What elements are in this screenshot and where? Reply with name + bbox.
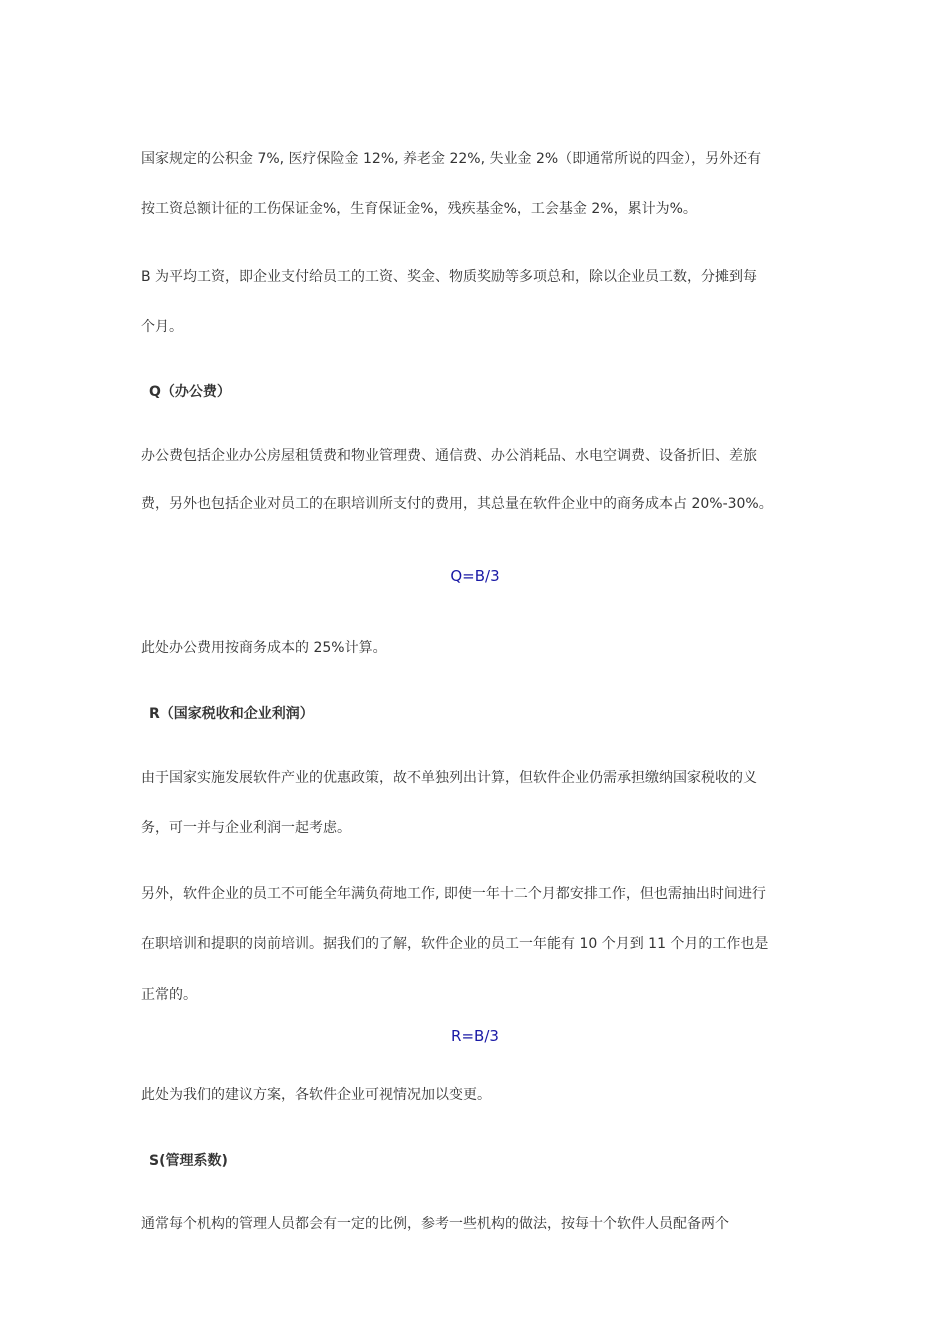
paragraph-workload-line-1: 另外，软件企业的员工不可能全年满负荷地工作, 即使一年十二个月都安排工作，但也需抽出时间进行: [141, 886, 766, 902]
paragraph-office-expense-line-2: 费，另外也包括企业对员工的在职培训所支付的费用，其总量在软件企业中的商务成本占 20%-30%。: [141, 496, 773, 512]
paragraph-office-expense-note: 此处办公费用按商务成本的 25%计算。: [141, 640, 387, 656]
heading-management-coefficient: S(管理系数): [149, 1153, 228, 1169]
paragraph-four-funds-line-2: 按工资总额计征的工伤保证金%，生育保证金%，残疾基金%，工会基金 2%，累计为%。: [141, 201, 697, 217]
paragraph-management-line-1: 通常每个机构的管理人员都会有一定的比例，参考一些机构的做法，按每十个软件人员配备两个: [141, 1216, 729, 1232]
paragraph-tax-line-1: 由于国家实施发展软件产业的优惠政策，故不单独列出计算，但软件企业仍需承担缴纳国家税收的义: [141, 770, 757, 786]
paragraph-average-salary-line-2: 个月。: [141, 319, 183, 335]
paragraph-workload-line-2: 在职培训和提职的岗前培训。据我们的了解，软件企业的员工一年能有 10 个月到 11 个月的工作也是: [141, 936, 769, 952]
paragraph-four-funds-line-1: 国家规定的公积金 7%, 医疗保险金 12%, 养老金 22%, 失业金 2%（即通常所说的四金），另外还有: [141, 151, 762, 167]
paragraph-workload-line-3: 正常的。: [141, 987, 197, 1003]
formula-q: Q=B/3: [450, 567, 500, 585]
paragraph-tax-line-2: 务，可一并与企业利润一起考虑。: [141, 820, 351, 836]
paragraph-suggestion-note: 此处为我们的建议方案，各软件企业可视情况加以变更。: [141, 1087, 491, 1103]
paragraph-office-expense-line-1: 办公费包括企业办公房屋租赁费和物业管理费、通信费、办公消耗品、水电空调费、设备折旧、差旅: [141, 448, 757, 464]
heading-office-expense: Q（办公费）: [149, 384, 231, 400]
formula-r: R=B/3: [451, 1027, 499, 1045]
heading-tax-and-profit: R（国家税收和企业利润）: [149, 706, 314, 722]
paragraph-average-salary-line-1: B 为平均工资，即企业支付给员工的工资、奖金、物质奖励等多项总和，除以企业员工数，分摊到每: [141, 269, 758, 285]
